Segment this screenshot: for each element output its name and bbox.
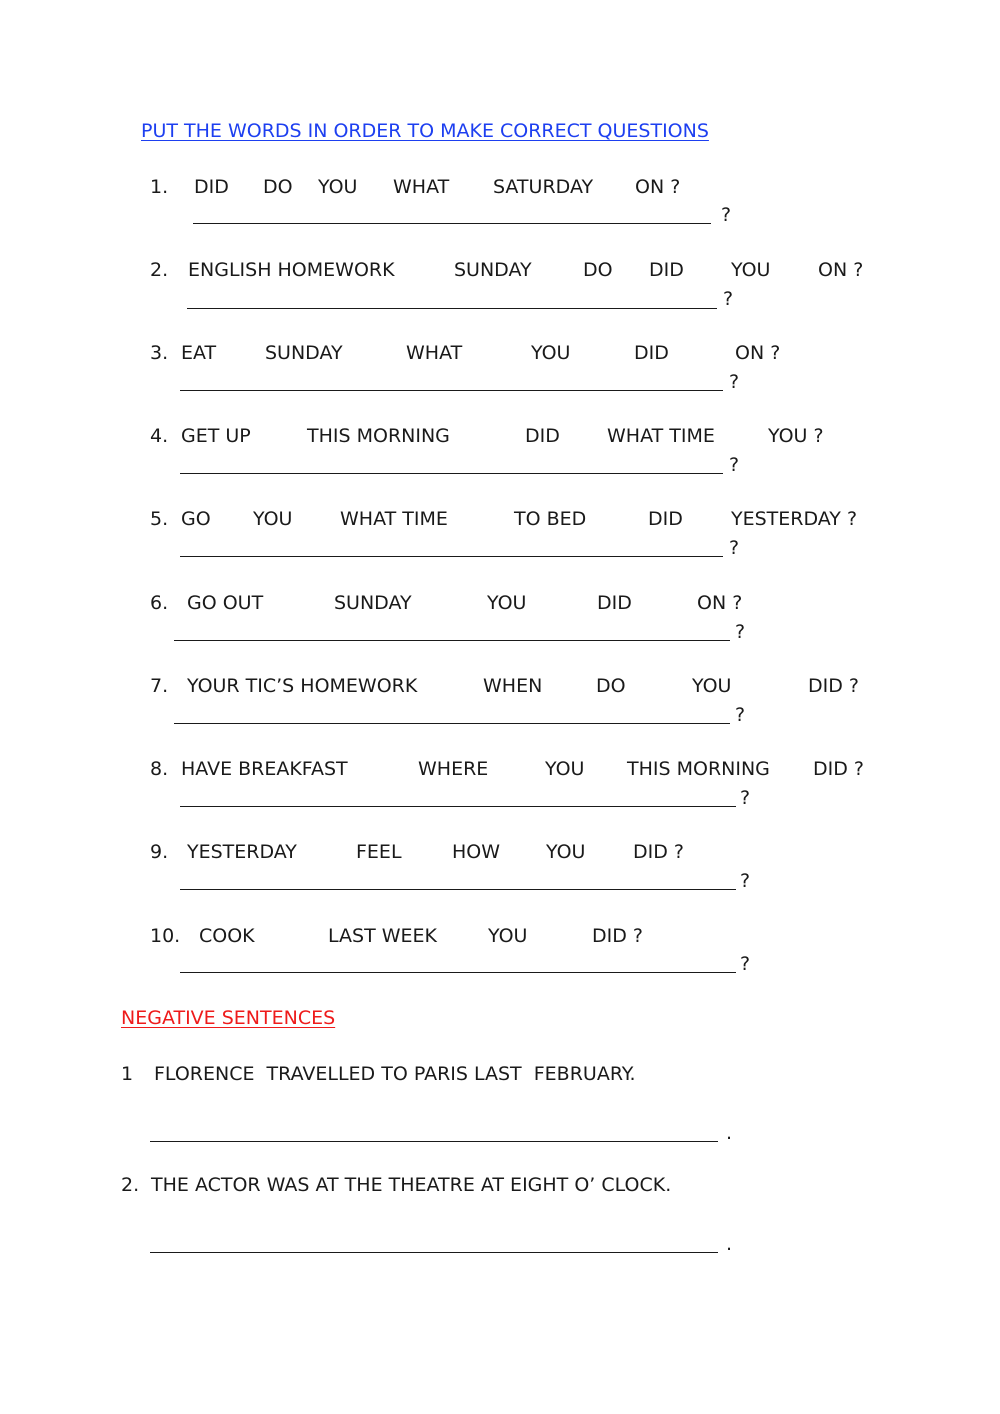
word-chip: YOUR TIC’S HOMEWORK	[187, 675, 418, 697]
word-chip: DO	[583, 259, 613, 281]
question-mark: ?	[723, 288, 734, 310]
word-chip: ON ?	[697, 592, 743, 614]
question-mark: ?	[735, 704, 746, 726]
period-mark: .	[726, 1233, 733, 1255]
word-chip: WHERE	[418, 758, 489, 780]
answer-line[interactable]	[180, 806, 736, 807]
question-mark: ?	[735, 621, 746, 643]
question-mark: ?	[729, 454, 740, 476]
word-chip: TO BED	[514, 508, 587, 530]
answer-line[interactable]	[150, 1252, 718, 1253]
item-number: 2.	[121, 1174, 140, 1196]
word-chip: DID	[634, 342, 669, 364]
item-number: 5.	[150, 508, 169, 530]
item-number: 1.	[150, 176, 169, 198]
word-chip: SUNDAY	[265, 342, 343, 364]
item-number: 8.	[150, 758, 169, 780]
word-chip: SATURDAY	[493, 176, 594, 198]
word-chip: WHEN	[483, 675, 543, 697]
word-chip: COOK	[199, 925, 255, 947]
word-chip: YOU	[318, 176, 358, 198]
word-chip: WHAT	[406, 342, 463, 364]
section-title-word-order: PUT THE WORDS IN ORDER TO MAKE CORRECT QUESTIONS	[141, 120, 709, 142]
answer-line[interactable]	[180, 972, 736, 973]
word-chip: YOU	[546, 841, 586, 863]
question-mark: ?	[740, 953, 751, 975]
item-number: 7.	[150, 675, 169, 697]
word-chip: DID	[649, 259, 684, 281]
item-number: 10.	[150, 925, 181, 947]
word-chip: ON ?	[635, 176, 681, 198]
sentence-text: FLORENCE TRAVELLED TO PARIS LAST FEBRUARY.	[154, 1063, 636, 1085]
word-chip: WHAT	[393, 176, 450, 198]
word-chip: YOU	[487, 592, 527, 614]
question-mark: ?	[740, 787, 751, 809]
sentence-text: THE ACTOR WAS AT THE THEATRE AT EIGHT O’ CLOCK.	[151, 1174, 672, 1196]
word-chip: YOU	[545, 758, 585, 780]
word-chip: THIS MORNING	[307, 425, 450, 447]
word-chip: DID ?	[813, 758, 864, 780]
word-chip: GO	[181, 508, 211, 530]
item-number: 1	[121, 1063, 134, 1085]
item-number: 2.	[150, 259, 169, 281]
item-number: 4.	[150, 425, 169, 447]
word-chip: DID ?	[592, 925, 643, 947]
word-chip: DID	[648, 508, 683, 530]
answer-line[interactable]	[174, 640, 730, 641]
word-chip: YOU	[488, 925, 528, 947]
answer-line[interactable]	[180, 556, 723, 557]
word-chip: YESTERDAY	[187, 841, 297, 863]
answer-line[interactable]	[180, 390, 723, 391]
word-chip: YOU ?	[768, 425, 824, 447]
word-chip: WHAT TIME	[340, 508, 448, 530]
question-mark: ?	[729, 537, 740, 559]
answer-line[interactable]	[150, 1141, 718, 1142]
section-title-negative-sentences: NEGATIVE SENTENCES	[121, 1007, 336, 1029]
word-chip: DID ?	[808, 675, 859, 697]
period-mark: .	[726, 1122, 733, 1144]
answer-line[interactable]	[193, 223, 711, 224]
answer-line[interactable]	[180, 473, 723, 474]
word-chip: SUNDAY	[334, 592, 412, 614]
item-number: 9.	[150, 841, 169, 863]
word-chip: GET UP	[181, 425, 251, 447]
answer-line[interactable]	[180, 889, 736, 890]
question-mark: ?	[721, 204, 732, 226]
word-chip: DID ?	[633, 841, 684, 863]
word-chip: YOU	[731, 259, 771, 281]
word-chip: WHAT TIME	[607, 425, 715, 447]
answer-line[interactable]	[174, 723, 730, 724]
word-chip: SUNDAY	[454, 259, 532, 281]
word-chip: YOU	[692, 675, 732, 697]
word-chip: LAST WEEK	[328, 925, 437, 947]
word-chip: HAVE BREAKFAST	[181, 758, 348, 780]
word-chip: THIS MORNING	[627, 758, 770, 780]
word-chip: ON ?	[818, 259, 864, 281]
word-chip: DO	[596, 675, 626, 697]
word-chip: YOU	[531, 342, 571, 364]
question-mark: ?	[729, 371, 740, 393]
word-chip: GO OUT	[187, 592, 264, 614]
word-chip: DO	[263, 176, 293, 198]
word-chip: FEEL	[356, 841, 402, 863]
item-number: 3.	[150, 342, 169, 364]
word-chip: DID	[597, 592, 632, 614]
word-chip: HOW	[452, 841, 501, 863]
item-number: 6.	[150, 592, 169, 614]
word-chip: YOU	[253, 508, 293, 530]
word-chip: EAT	[181, 342, 217, 364]
word-chip: DID	[525, 425, 560, 447]
word-chip: DID	[194, 176, 229, 198]
word-chip: ENGLISH HOMEWORK	[188, 259, 395, 281]
question-mark: ?	[740, 870, 751, 892]
answer-line[interactable]	[187, 308, 717, 309]
word-chip: YESTERDAY ?	[731, 508, 858, 530]
word-chip: ON ?	[735, 342, 781, 364]
